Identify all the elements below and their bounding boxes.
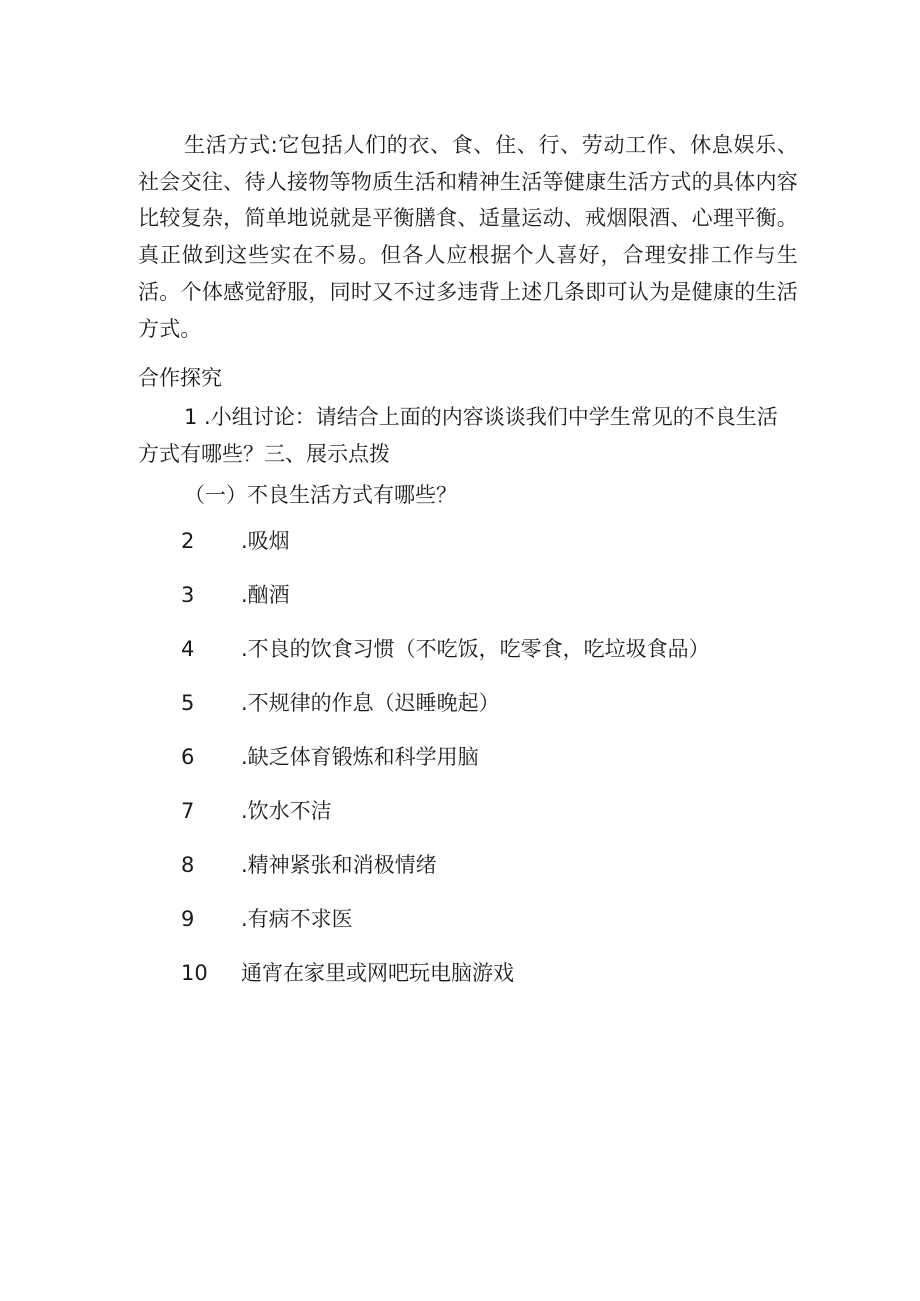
section-heading: 合作探究: [138, 366, 222, 390]
item-number: 6: [181, 745, 195, 769]
item-text: .不良的饮食习惯（不吃饭，吃零食，吃垃圾食品）: [241, 637, 710, 661]
item-text: .精神紧张和消极情绪: [241, 853, 437, 877]
item-number: 5: [181, 691, 195, 715]
list-item: [181, 955, 710, 1009]
item-text: .不规律的作息（迟睡晚起）: [241, 691, 500, 715]
item-number: 10: [181, 961, 208, 985]
item-number: 8: [181, 853, 195, 877]
list-item: [181, 631, 710, 685]
item-text: .吸烟: [241, 529, 290, 553]
item-text: .有病不求医: [241, 907, 353, 931]
item-text: .酗酒: [241, 583, 290, 607]
list-item: [181, 793, 710, 847]
item-text: .饮水不洁: [241, 799, 332, 823]
item-number: 7: [181, 799, 195, 823]
intro-paragraph: 生活方式:它包括人们的衣、食、住、行、劳动工作、休息娱乐、社会交往、待人接物等物质生活和精神生活等健康生活方式的具体内容比较复杂，简单地说就是平衡膳食、适量运动、戒烟限酒、心理平衡。真正做到这些实在不易。但各人应根据个人喜好，合理安排工作与生活。个体感觉舒服，同时又不过多违背上述几条即可认为是健康的生活方式。: [138, 133, 798, 341]
item-number: 3: [181, 583, 195, 607]
list-item: [181, 577, 710, 631]
list-item: [181, 901, 710, 955]
item-text: .缺乏体育锻炼和科学用脑: [241, 745, 479, 769]
bad-habits-list: [181, 523, 710, 1009]
list-item: [181, 523, 710, 577]
item-number: 4: [181, 637, 195, 661]
item-text: 通宵在家里或网吧玩电脑游戏: [241, 961, 514, 985]
item-number: 2: [181, 529, 195, 553]
item-number: 9: [181, 907, 195, 931]
discussion-question: 1 .小组讨论：请结合上面的内容谈谈我们中学生常见的不良生活方式有哪些？三、展示点拨: [138, 405, 778, 466]
list-subheading: （一）不良生活方式有哪些？: [184, 483, 457, 507]
list-item: [181, 739, 710, 793]
list-item: [181, 847, 710, 901]
list-item: [181, 685, 710, 739]
